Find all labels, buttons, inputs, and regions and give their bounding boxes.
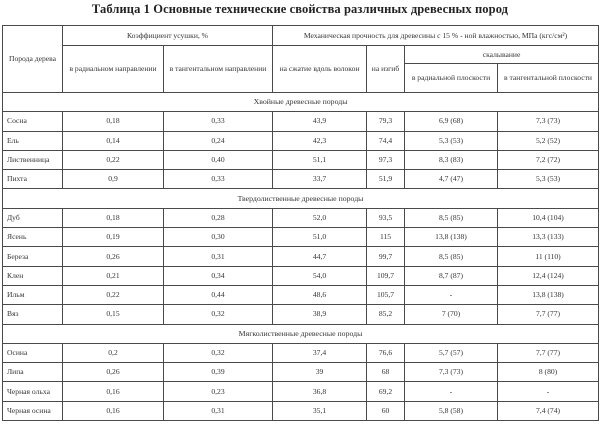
cell-shrink-radial: 0,18 [63, 112, 164, 131]
table-row [3, 150, 599, 169]
header-species: Порода дерева [3, 26, 63, 93]
cell-bending: 99,7 [367, 247, 405, 266]
header-compression: на сжатие вдоль волокон [273, 46, 367, 93]
cell-compression: 44,7 [273, 247, 367, 266]
cell-compression: 38,9 [273, 305, 367, 324]
wood-properties-table [2, 25, 599, 421]
header-shear-tangential: в тангентальной плоскости [498, 64, 599, 93]
cell-compression: 39 [273, 363, 367, 382]
cell-shear-tangential: 12,4 (124) [498, 266, 599, 285]
cell-shrink-radial: 0,9 [63, 170, 164, 189]
cell-shear-tangential: 7,4 (74) [498, 401, 599, 420]
section-title: Твердолиственные древесные породы [3, 189, 599, 208]
cell-shear-tangential: 11 (110) [498, 247, 599, 266]
cell-shear-radial: 8,3 (83) [405, 150, 498, 169]
cell-shear-tangential: 7,2 (72) [498, 150, 599, 169]
cell-shrink-radial: 0,26 [63, 247, 164, 266]
cell-shrink-radial: 0,14 [63, 131, 164, 150]
table-row [3, 401, 599, 420]
cell-bending: 97,3 [367, 150, 405, 169]
cell-shear-tangential: 8 (80) [498, 363, 599, 382]
cell-shrink-radial: 0,2 [63, 343, 164, 362]
cell-species-name: Ильм [3, 285, 63, 304]
cell-shear-tangential: 5,3 (53) [498, 170, 599, 189]
cell-shrink-tangential: 0,31 [164, 401, 273, 420]
cell-species-name: Сосна [3, 112, 63, 131]
cell-bending: 74,4 [367, 131, 405, 150]
table-title: Таблица 1 Основные технические свойства различных древесных пород [91, 2, 509, 16]
cell-shear-radial: 8,7 (87) [405, 266, 498, 285]
table-row [3, 228, 599, 247]
cell-shrink-radial: 0,16 [63, 401, 164, 420]
section-row [3, 93, 599, 112]
cell-bending: 109,7 [367, 266, 405, 285]
table-row [3, 247, 599, 266]
cell-species-name: Ясень [3, 228, 63, 247]
cell-shear-tangential: 7,7 (77) [498, 305, 599, 324]
section-title: Хвойные древесные породы [3, 93, 599, 112]
cell-shrink-tangential: 0,30 [164, 228, 273, 247]
cell-compression: 36,8 [273, 382, 367, 401]
table-row [3, 266, 599, 285]
section-title: Мягколиственные древесные породы [3, 324, 599, 343]
table-row [3, 363, 599, 382]
table-row [3, 170, 599, 189]
cell-compression: 37,4 [273, 343, 367, 362]
cell-bending: 79,3 [367, 112, 405, 131]
header-shear-radial: в радиальной плоскости [405, 64, 498, 93]
section-row [3, 324, 599, 343]
cell-shear-radial: - [405, 382, 498, 401]
cell-shear-radial: 5,3 (53) [405, 131, 498, 150]
cell-compression: 52,0 [273, 208, 367, 227]
cell-compression: 43,9 [273, 112, 367, 131]
cell-compression: 42,3 [273, 131, 367, 150]
cell-compression: 35,1 [273, 401, 367, 420]
cell-shrink-tangential: 0,32 [164, 343, 273, 362]
cell-species-name: Лиственница [3, 150, 63, 169]
cell-bending: 85,2 [367, 305, 405, 324]
cell-shrink-tangential: 0,31 [164, 247, 273, 266]
cell-shrink-radial: 0,18 [63, 208, 164, 227]
cell-bending: 115 [367, 228, 405, 247]
table-row [3, 112, 599, 131]
cell-shrink-tangential: 0,23 [164, 382, 273, 401]
cell-shear-radial: 5,7 (57) [405, 343, 498, 362]
cell-bending: 93,5 [367, 208, 405, 227]
cell-shrink-radial: 0,19 [63, 228, 164, 247]
table-row [3, 131, 599, 150]
cell-compression: 33,7 [273, 170, 367, 189]
cell-species-name: Дуб [3, 208, 63, 227]
cell-shrink-tangential: 0,39 [164, 363, 273, 382]
cell-shrink-radial: 0,22 [63, 150, 164, 169]
cell-shrink-tangential: 0,28 [164, 208, 273, 227]
cell-shear-radial: - [405, 285, 498, 304]
section-row [3, 189, 599, 208]
cell-shear-tangential: 10,4 (104) [498, 208, 599, 227]
cell-compression: 51,0 [273, 228, 367, 247]
table-body [3, 93, 599, 421]
header-shrinkage-group: Коэффициент усушки, % [63, 26, 273, 46]
cell-species-name: Вяз [3, 305, 63, 324]
cell-shear-radial: 4,7 (47) [405, 170, 498, 189]
cell-bending: 68 [367, 363, 405, 382]
cell-species-name: Осина [3, 343, 63, 362]
cell-species-name: Клен [3, 266, 63, 285]
header-bending: на изгиб [367, 46, 405, 93]
cell-shear-radial: 6,9 (68) [405, 112, 498, 131]
cell-shear-radial: 7 (70) [405, 305, 498, 324]
cell-shrink-tangential: 0,32 [164, 305, 273, 324]
cell-species-name: Черная осина [3, 401, 63, 420]
header-shrink-radial: в радиальном направлении [63, 46, 164, 93]
cell-shear-tangential: 5,2 (52) [498, 131, 599, 150]
cell-species-name: Ель [3, 131, 63, 150]
table-row [3, 285, 599, 304]
table-row [3, 305, 599, 324]
cell-compression: 51,1 [273, 150, 367, 169]
cell-species-name: Пихта [3, 170, 63, 189]
cell-shear-radial: 7,3 (73) [405, 363, 498, 382]
cell-bending: 60 [367, 401, 405, 420]
table-row [3, 382, 599, 401]
header-shrink-tangential: в тангентальном направлении [164, 46, 273, 93]
cell-shrink-radial: 0,21 [63, 266, 164, 285]
cell-shear-radial: 8,5 (85) [405, 208, 498, 227]
cell-bending: 105,7 [367, 285, 405, 304]
cell-shrink-tangential: 0,44 [164, 285, 273, 304]
cell-shrink-tangential: 0,33 [164, 170, 273, 189]
cell-compression: 48,6 [273, 285, 367, 304]
cell-shear-tangential: 7,3 (73) [498, 112, 599, 131]
cell-shear-tangential: 7,7 (77) [498, 343, 599, 362]
cell-shear-tangential: 13,8 (138) [498, 285, 599, 304]
cell-species-name: Липа [3, 363, 63, 382]
header-strength-group: Механическая прочность для древесины с 15 % - ной влажностью, МПа (кгс/см²) [273, 26, 599, 46]
header-shear-group: скалывание [405, 46, 599, 64]
cell-shear-radial: 13,8 (138) [405, 228, 498, 247]
table-row [3, 343, 599, 362]
cell-compression: 54,0 [273, 266, 367, 285]
cell-shrink-tangential: 0,34 [164, 266, 273, 285]
cell-bending: 69,2 [367, 382, 405, 401]
cell-bending: 51,9 [367, 170, 405, 189]
cell-shear-radial: 8,5 (85) [405, 247, 498, 266]
cell-shear-tangential: 13,3 (133) [498, 228, 599, 247]
cell-shrink-tangential: 0,40 [164, 150, 273, 169]
cell-species-name: Береза [3, 247, 63, 266]
cell-shrink-tangential: 0,24 [164, 131, 273, 150]
cell-shrink-radial: 0,22 [63, 285, 164, 304]
cell-shrink-radial: 0,26 [63, 363, 164, 382]
cell-bending: 76,6 [367, 343, 405, 362]
cell-shear-tangential: - [498, 382, 599, 401]
cell-shrink-radial: 0,16 [63, 382, 164, 401]
cell-species-name: Черная ольха [3, 382, 63, 401]
cell-shrink-radial: 0,15 [63, 305, 164, 324]
cell-shrink-tangential: 0,33 [164, 112, 273, 131]
cell-shear-radial: 5,8 (58) [405, 401, 498, 420]
table-row [3, 208, 599, 227]
